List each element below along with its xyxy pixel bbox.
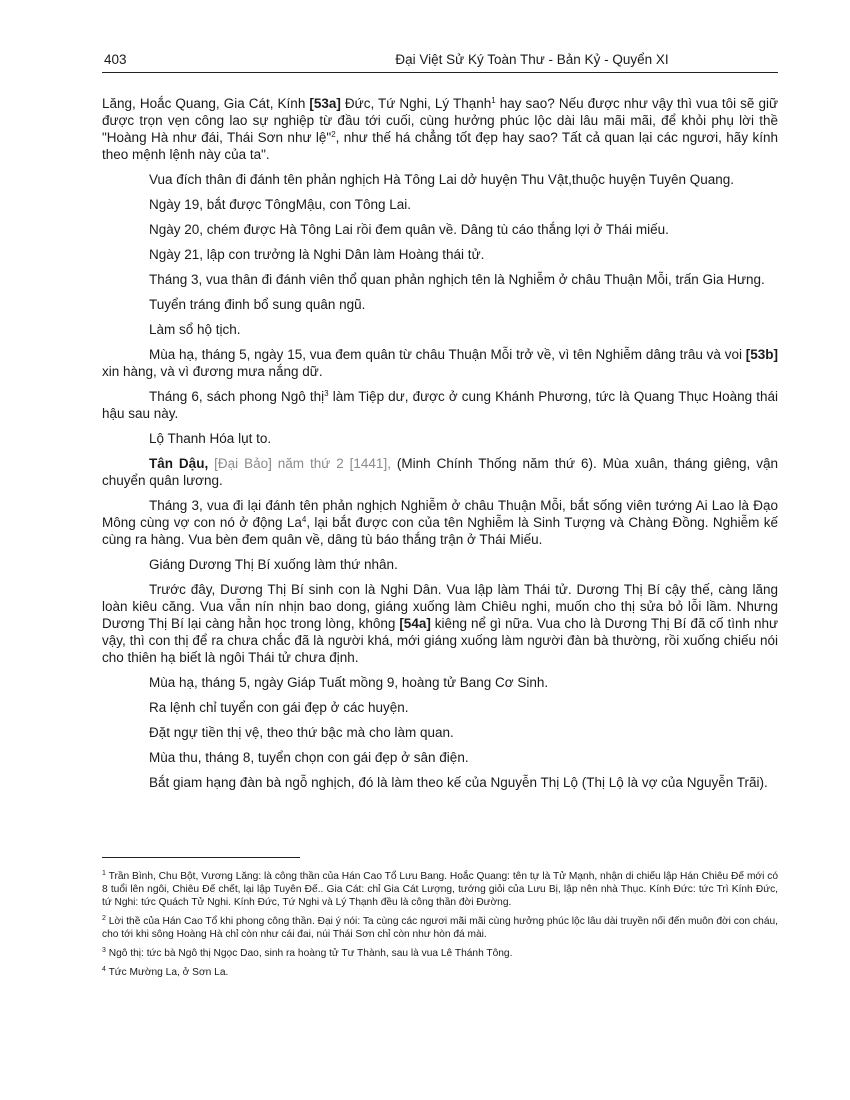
footnote: [102, 915, 778, 941]
footnote-mark: 2: [102, 915, 106, 922]
footnote-text: Ngô thị: tức bà Ngô thị Ngọc Dao, sinh ra hoàng tử Tư Thành, sau là vua Lê Thánh Tông.: [108, 948, 513, 959]
text-run: Mùa hạ, tháng 5, ngày 15, vua đem quân từ châu Thuận Mỗi trở về, vì tên Nghiễm dâng trâu và voi: [149, 347, 746, 362]
footnote-text: Trần Bình, Chu Bột, Vương Lăng: là công thần của Hán Cao Tổ Lưu Bang. Hoắc Quang: tên tự là Tử Mạnh, nhận di chiếu lập Hán Chiêu Đế mới có 8 tuổi lên ngôi, Chiêu Đế chết, lại lập Tuyên Đế.. Gia Cát: chỉ Gia Cát Lượng, tướng giỏi của Lưu Bị, lập nên nhà Thục. Kính Đức: tức Trì Kính Đức, tứ Nghi: tức Quách Tử Nghi. Kính Đức, Tứ Nghi và Lý Thạnh đều là công thần đời Đường.: [102, 871, 778, 908]
text-run: xin hàng, và vì đương mưa nắng dữ.: [102, 364, 323, 379]
paragraph: Bắt giam hạng đàn bà ngỗ nghịch, đó là làm theo kế của Nguyễn Thị Lộ (Thị Lộ là vợ của Nguyễn Trãi).: [149, 775, 768, 790]
text-run: , như thế há chẳng tốt đẹp hay sao? Tất cả quan lại các ngươi, hãy kính theo mệnh lệnh này của ta".: [102, 130, 778, 162]
text-run: (Minh Chính Thống năm thứ 6). Mùa xuân, tháng giêng, vận chuyển quân lương.: [102, 456, 778, 488]
text-run: Trước đây, Dương Thị Bí sinh con là Nghi Dân. Vua lập làm Thái tử. Dương Thị Bí cậy thế, càng lăng loàn kiêu căng. Vua vẫn nín nhịn bao dong, giáng xuống làm Chiêu nghi, muốn cho thị sửa bỏ lỗi lầm. Nhưng Dương Thị Bí lại càng hằn học trong lòng, không: [102, 582, 778, 631]
paragraph: Vua đích thân đi đánh tên phản nghịch Hà Tông Lai dở huyện Thu Vật,thuộc huyện Tuyên Quang.: [149, 172, 735, 187]
paragraph: Làm sổ hộ tịch.: [149, 322, 241, 337]
paragraph: Lộ Thanh Hóa lụt to.: [149, 431, 272, 446]
footnote: [102, 966, 778, 979]
footnote-ref: 1: [491, 96, 496, 105]
paragraph: Ra lệnh chỉ tuyển con gái đẹp ở các huyện.: [149, 700, 409, 715]
text-run: Tháng 3, vua đi lại đánh tên phản nghịch Nghiễm ở châu Thuận Mỗi, bắt sống viên tướng Ai Lao là Đạo Mông cùng vợ con nó ở động La: [102, 498, 778, 530]
text-run: Đức, Tứ Nghi, Lý Thạnh: [340, 96, 492, 111]
paragraph: [102, 497, 778, 548]
text-run: Tháng 6, sách phong Ngô thị: [149, 389, 325, 404]
paragraph: Mùa thu, tháng 8, tuyển chọn con gái đẹp ở sân điện.: [149, 750, 469, 765]
footnote-ref: 4: [301, 515, 307, 524]
footnote-mark: 3: [102, 947, 106, 954]
text-run: kiêng nể gì nữa. Vua cho là Dương Thị Bí đã cố tình như vậy, thì con thị để ra chưa chắc đã là người khá, mới giáng xuống làm người đàn bà thường, rồi xuống chiếu nói cho thiên hạ biết là ngôi Thái tử chưa định.: [102, 616, 779, 665]
footnote-text: Tức Mường La, ở Sơn La.: [108, 967, 229, 978]
running-title: Đại Việt Sử Ký Toàn Thư - Bản Kỷ - Quyển XI: [395, 52, 669, 67]
footnote-mark: 4: [102, 966, 106, 973]
page-marker: [53a]: [309, 96, 341, 111]
text-run: Lăng, Hoắc Quang, Gia Cát, Kính: [102, 96, 310, 111]
paragraph: [102, 95, 778, 163]
paragraph: [102, 581, 778, 666]
footnote: [102, 947, 778, 960]
paragraph: Ngày 21, lập con trưởng là Nghi Dân làm Hoàng thái tử.: [149, 247, 485, 262]
footnotes: [102, 870, 778, 985]
page-number: 403: [104, 52, 127, 67]
page-marker: [53b]: [745, 347, 778, 362]
page-header: [102, 50, 778, 73]
footnote: [102, 870, 778, 909]
paragraph: Ngày 19, bắt được TôngMậu, con Tông Lai.: [149, 197, 412, 212]
main-text: [102, 95, 778, 799]
year-heading: Tân Dậu,: [149, 456, 209, 471]
text-run: hay sao? Nếu được như vậy thì vua tôi sẽ giữ được trọn vẹn công lao sự nghiệp từ đầu tới cuối, cùng hưởng phúc lộc dài lâu mãi mãi, để khỏi phụ lời thề "Hoàng Hà như đái, Thái Sơn như lệ": [102, 96, 778, 145]
paragraph: Tháng 3, vua thân đi đánh viên thổ quan phản nghịch tên là Nghiễm ở châu Thuận Mỗi, trấn Gia Hưng.: [149, 272, 765, 287]
paragraph: Ngày 20, chém được Hà Tông Lai rồi đem quân về. Dâng tù cáo thắng lợi ở Thái miếu.: [149, 222, 669, 237]
paragraph: [102, 346, 778, 380]
text-run: , lại bắt được con của tên Nghiễm là Sinh Tượng và Chàng Đồng. Nghiễm kế cùng ra hàng. Vua bèn đem quân về, dâng tù báo thắng trận ở Thái Miếu.: [102, 515, 778, 547]
text-run: làm Tiệp dư, được ở cung Khánh Phương, tức là Quang Thục Hoàng thái hậu sau này.: [102, 389, 778, 421]
footnote-mark: 1: [102, 870, 106, 877]
paragraph: Đặt ngự tiền thị vệ, theo thứ bậc mà cho làm quan.: [149, 725, 454, 740]
footnote-ref: 2: [331, 130, 336, 139]
paragraph: Mùa hạ, tháng 5, ngày Giáp Tuất mồng 9, hoàng tử Bang Cơ Sinh.: [149, 675, 549, 690]
footnote-text: Lời thề của Hán Cao Tổ khi phong công thần. Đại ý nói: Ta cùng các ngươi mãi mãi cùng hưởng phúc lộc lâu dài truyền nối đến muôn đời con cháu, cho tới khi sông Hoàng Hà chỉ còn như cái đai, núi Thái Sơn chỉ còn như hòn đá mài.: [102, 916, 778, 940]
paragraph: [102, 455, 778, 489]
era-annotation: [Đại Bảo] năm thứ 2 [1441],: [208, 456, 391, 471]
footnote-ref: 3: [324, 389, 329, 398]
footnote-divider: [102, 857, 300, 858]
paragraph: Tuyển tráng đinh bổ sung quân ngũ.: [149, 297, 366, 312]
paragraph: [102, 388, 778, 422]
paragraph: Giáng Dương Thị Bí xuống làm thứ nhân.: [149, 557, 398, 572]
page-marker: [54a]: [399, 616, 431, 631]
